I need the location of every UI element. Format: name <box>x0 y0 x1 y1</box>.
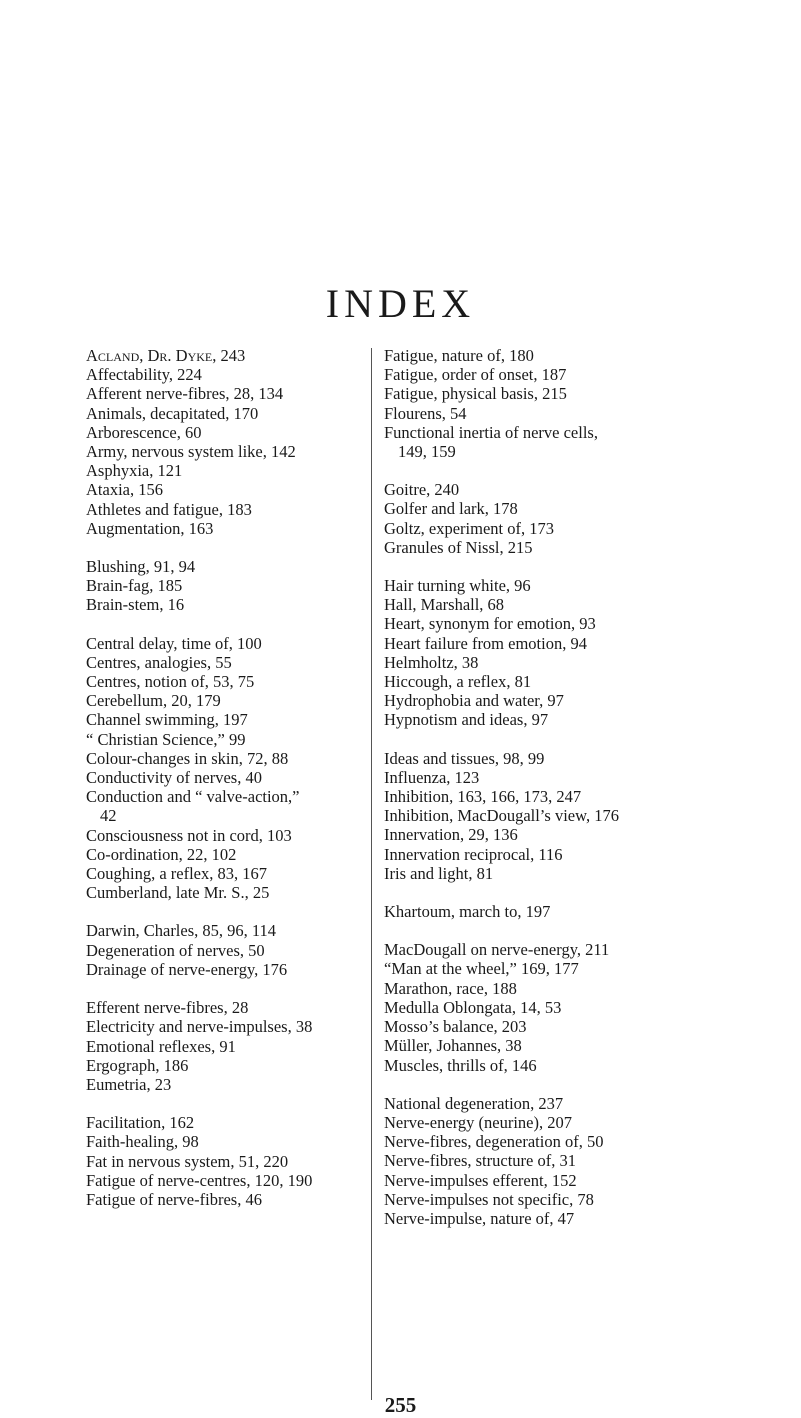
index-entry <box>86 921 386 940</box>
index-entry <box>384 710 714 729</box>
index-entry-text: Nerve-fibres, degeneration of, 50 <box>384 1132 604 1152</box>
index-entry-text: Co-ordination, 22, 102 <box>86 844 237 864</box>
index-entry-text: Fatigue, nature of, 180 <box>384 346 534 365</box>
index-entry <box>86 442 386 461</box>
index-entry <box>384 653 714 672</box>
index-group <box>86 346 386 538</box>
index-entry <box>384 959 714 978</box>
index-group <box>384 749 714 883</box>
index-entry <box>384 864 714 883</box>
index-entry <box>384 998 714 1017</box>
index-entry-text: Electricity and nerve-impulses, 38 <box>86 1017 313 1037</box>
index-entry <box>86 519 386 538</box>
index-entry-text: Nerve-fibres, structure of, 31 <box>384 1151 576 1171</box>
index-entry-text: Innervation, 29, 136 <box>384 825 518 845</box>
index-entry <box>86 941 386 960</box>
index-entry <box>384 1151 714 1170</box>
index-entry <box>384 806 714 825</box>
index-entry <box>384 519 714 538</box>
index-entry-text: Athletes and fatigue, 183 <box>86 499 252 519</box>
index-entry-text: Arborescence, 60 <box>86 422 202 442</box>
index-entry <box>384 365 714 384</box>
page-number: 255 <box>384 1393 417 1417</box>
index-entry-text: Ideas and tissues, 98, 99 <box>384 748 545 768</box>
index-entry <box>86 365 386 384</box>
index-entry-text: Emotional reflexes, 91 <box>86 1036 236 1056</box>
index-entry-text: Central delay, time of, 100 <box>86 633 262 653</box>
index-group <box>384 576 714 730</box>
index-entry <box>384 940 714 959</box>
index-group <box>384 1094 714 1228</box>
index-entry-text: Medulla Oblongata, 14, 53 <box>384 997 562 1017</box>
index-entry-text: Asphyxia, 121 <box>86 461 183 481</box>
index-entry <box>384 595 714 614</box>
index-entry-text: Acland, Dr. Dyke, 243 <box>86 346 246 365</box>
index-entry-text: Brain-stem, 16 <box>86 595 185 615</box>
index-entry-text: Goltz, experiment of, 173 <box>384 518 554 538</box>
index-entry <box>86 1075 386 1094</box>
index-entry <box>384 1036 714 1055</box>
index-entry <box>86 480 386 499</box>
index-entry-text: Nerve-energy (neurine), 207 <box>384 1112 572 1132</box>
index-entry <box>86 1190 386 1209</box>
index-entry-text: Conduction and “ valve-action,” <box>86 787 300 807</box>
index-entry-text: Ataxia, 156 <box>86 480 163 500</box>
index-entry <box>86 768 386 787</box>
index-entry <box>384 384 714 403</box>
page-title: INDEX <box>325 281 476 326</box>
index-entry-text: Cerebellum, 20, 179 <box>86 691 221 711</box>
index-group <box>86 1113 386 1209</box>
index-entry <box>86 826 386 845</box>
index-entry <box>86 1171 386 1190</box>
index-right-column <box>384 346 714 1247</box>
index-entry-continuation: 42 <box>100 806 117 826</box>
index-entry <box>384 1017 714 1036</box>
index-entry-text: National degeneration, 237 <box>384 1093 564 1113</box>
index-entry-text: Darwin, Charles, 85, 96, 114 <box>86 921 277 941</box>
index-group <box>384 480 714 557</box>
index-entry <box>384 1190 714 1209</box>
index-entry-text: Hydrophobia and water, 97 <box>384 691 564 711</box>
index-entry <box>86 864 386 883</box>
index-entry <box>86 653 386 672</box>
index-entry <box>86 787 386 825</box>
index-entry <box>384 691 714 710</box>
index-entry <box>86 557 386 576</box>
index-entry <box>384 749 714 768</box>
index-entry <box>86 576 386 595</box>
index-entry-text: Granules of Nissl, 215 <box>384 537 533 557</box>
index-entry-text: Conductivity of nerves, 40 <box>86 768 262 788</box>
index-entry <box>384 845 714 864</box>
index-entry-text: Army, nervous system like, 142 <box>86 442 296 462</box>
index-entry-text: Hypnotism and ideas, 97 <box>384 710 549 730</box>
index-entry-text: Heart failure from emotion, 94 <box>384 633 587 653</box>
index-entry-continuation: 149, 159 <box>398 442 456 462</box>
index-entry-text: Fatigue, order of onset, 187 <box>384 365 567 385</box>
index-entry-text: Hall, Marshall, 68 <box>384 595 505 615</box>
index-left-column <box>86 346 386 1228</box>
index-group <box>384 940 714 1074</box>
index-entry-text: Afferent nerve-fibres, 28, 134 <box>86 384 284 404</box>
index-entry <box>86 404 386 423</box>
index-entry <box>86 1152 386 1171</box>
index-group <box>86 998 386 1094</box>
index-entry-text: Flourens, 54 <box>384 403 467 423</box>
index-entry <box>384 1209 714 1228</box>
index-entry-text: Degeneration of nerves, 50 <box>86 940 265 960</box>
index-entry <box>86 1113 386 1132</box>
index-entry <box>86 346 386 365</box>
index-entry-text: Functional inertia of nerve cells, <box>384 422 598 442</box>
index-entry-text: Nerve-impulses efferent, 152 <box>384 1170 577 1190</box>
index-entry <box>384 672 714 691</box>
index-group <box>384 346 714 461</box>
index-entry <box>86 384 386 403</box>
index-entry-text: Cumberland, late Mr. S., 25 <box>86 883 270 903</box>
index-entry-text: Khartoum, march to, 197 <box>384 902 551 922</box>
index-entry-text: Affectability, 224 <box>86 365 202 385</box>
index-entry-text: Channel swimming, 197 <box>86 710 248 730</box>
index-entry <box>86 1037 386 1056</box>
index-entry-text: Muscles, thrills of, 146 <box>384 1055 537 1075</box>
index-entry-text: Nerve-impulse, nature of, 47 <box>384 1208 575 1228</box>
index-entry-text: Consciousness not in cord, 103 <box>86 825 292 845</box>
index-entry-text: Centres, notion of, 53, 75 <box>86 672 255 692</box>
index-entry <box>384 787 714 806</box>
index-entry <box>86 710 386 729</box>
index-group <box>384 902 714 921</box>
index-entry <box>384 614 714 633</box>
index-entry <box>86 691 386 710</box>
index-entry <box>384 979 714 998</box>
index-entry <box>384 768 714 787</box>
index-entry <box>384 1132 714 1151</box>
index-entry-text: Faith-healing, 98 <box>86 1132 199 1152</box>
index-entry <box>86 500 386 519</box>
index-entry-text: “Man at the wheel,” 169, 177 <box>384 959 579 979</box>
index-entry-text: Facilitation, 162 <box>86 1113 195 1133</box>
index-entry-text: Colour-changes in skin, 72, 88 <box>86 748 289 768</box>
index-entry <box>86 1017 386 1036</box>
index-entry-text: Golfer and lark, 178 <box>384 499 518 519</box>
index-entry <box>384 346 714 365</box>
index-entry-text: Mosso’s balance, 203 <box>384 1017 527 1037</box>
index-entry <box>86 461 386 480</box>
index-entry-text: MacDougall on nerve-energy, 211 <box>384 940 610 960</box>
index-entry-text: Nerve-impulses not specific, 78 <box>384 1189 594 1209</box>
index-entry-text: Fatigue, physical basis, 215 <box>384 384 567 404</box>
index-entry-text: Innervation reciprocal, 116 <box>384 844 563 864</box>
index-entry-text: Heart, synonym for emotion, 93 <box>384 614 596 634</box>
index-entry <box>86 998 386 1017</box>
index-entry <box>384 538 714 557</box>
index-entry <box>384 1056 714 1075</box>
index-entry <box>86 634 386 653</box>
index-entry <box>384 404 714 423</box>
index-entry-text: Augmentation, 163 <box>86 518 214 538</box>
index-entry <box>86 730 386 749</box>
index-entry-text: Animals, decapitated, 170 <box>86 403 259 423</box>
index-entry <box>384 1113 714 1132</box>
index-entry-text: Coughing, a reflex, 83, 167 <box>86 864 268 884</box>
index-entry-text: Iris and light, 81 <box>384 863 494 883</box>
index-entry <box>86 749 386 768</box>
index-entry-text: Efferent nerve-fibres, 28 <box>86 998 249 1018</box>
index-entry <box>86 960 386 979</box>
index-entry-text: Hiccough, a reflex, 81 <box>384 672 532 692</box>
index-entry-text: Helmholtz, 38 <box>384 652 479 672</box>
index-entry-text: Marathon, race, 188 <box>384 978 517 998</box>
index-entry <box>384 825 714 844</box>
index-entry <box>86 1132 386 1151</box>
index-entry-text: Inhibition, 163, 166, 173, 247 <box>384 787 582 807</box>
index-entry-text: Fatigue of nerve-fibres, 46 <box>86 1189 262 1209</box>
index-entry-text: Brain-fag, 185 <box>86 576 183 596</box>
index-entry-text: Hair turning white, 96 <box>384 576 531 596</box>
index-group <box>86 634 386 903</box>
index-entry <box>86 423 386 442</box>
index-entry <box>384 1171 714 1190</box>
index-group <box>86 921 386 979</box>
index-entry <box>86 845 386 864</box>
index-entry <box>86 1056 386 1075</box>
index-entry <box>384 423 714 461</box>
index-entry <box>86 672 386 691</box>
index-entry-text: Centres, analogies, 55 <box>86 652 232 672</box>
index-entry-text: Fatigue of nerve-centres, 120, 190 <box>86 1170 313 1190</box>
index-entry <box>384 480 714 499</box>
index-entry <box>384 1094 714 1113</box>
index-entry <box>384 902 714 921</box>
index-entry <box>384 576 714 595</box>
index-group <box>86 557 386 615</box>
index-entry <box>86 883 386 902</box>
index-entry <box>86 595 386 614</box>
index-entry-text: Müller, Johannes, 38 <box>384 1036 522 1056</box>
index-entry <box>384 499 714 518</box>
index-entry-text: Blushing, 91, 94 <box>86 557 196 577</box>
index-entry-text: Inhibition, MacDougall’s view, 176 <box>384 806 619 826</box>
index-entry-text: Goitre, 240 <box>384 480 460 500</box>
index-entry-text: Influenza, 123 <box>384 767 480 787</box>
index-entry-text: Fat in nervous system, 51, 220 <box>86 1151 289 1171</box>
index-entry <box>384 634 714 653</box>
column-divider <box>371 348 372 1400</box>
index-entry-text: Eumetria, 23 <box>86 1074 172 1094</box>
index-entry-text: Drainage of nerve-energy, 176 <box>86 959 288 979</box>
index-entry-text: Ergograph, 186 <box>86 1055 189 1075</box>
index-entry-text: “ Christian Science,” 99 <box>86 729 246 749</box>
